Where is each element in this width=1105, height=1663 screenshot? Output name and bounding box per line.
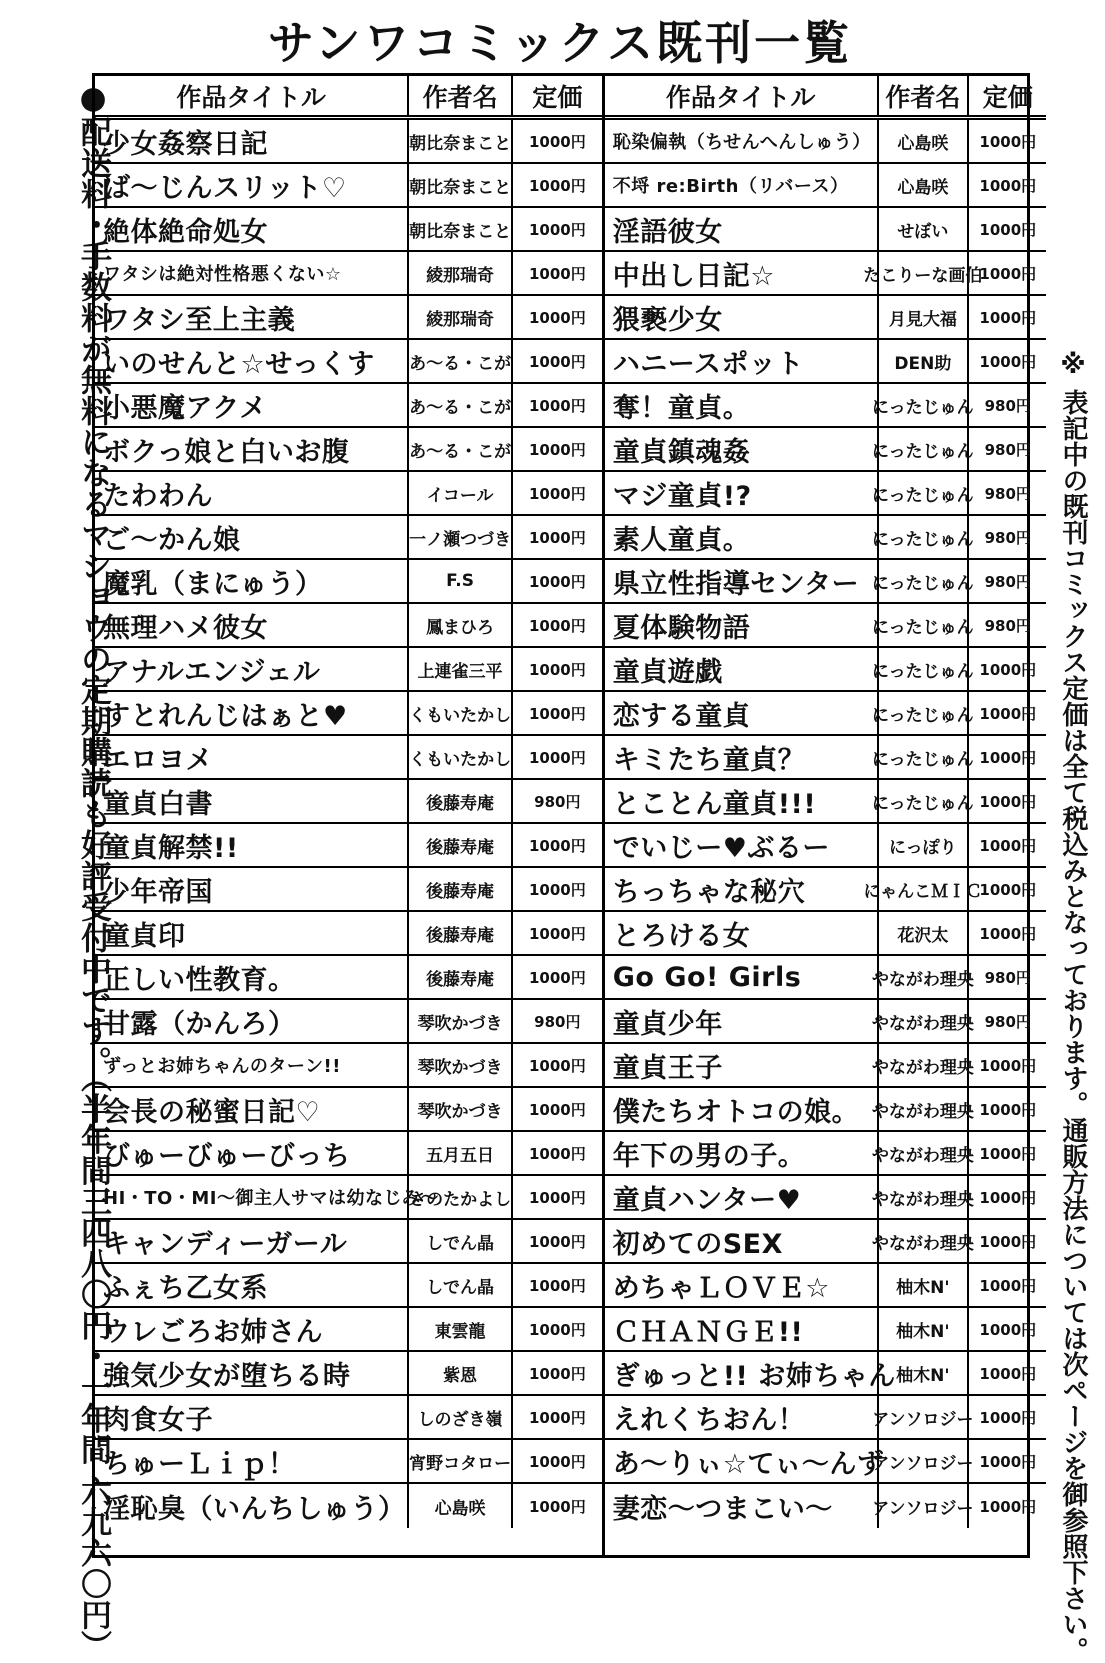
header-author: 作者名 [879,76,970,115]
comic-title: めちゃＬＯＶＥ☆ [605,1264,879,1306]
comic-title: とろける女 [605,912,879,954]
table-row [95,1440,602,1484]
comic-author: しのざき嶺 [409,1396,513,1438]
comic-price: 980円 [984,1012,1031,1031]
table-header [605,76,1047,120]
price-note: ※ 表記中の既刊コミックス定価は全て税込みとなっております。通販方法については次ページを御参照下さい。 [1058,350,1088,1663]
header-author: 作者名 [409,76,513,115]
comic-price: 1000円 [528,440,586,459]
table-row [605,1044,1047,1088]
comic-title: ご〜かん娘 [95,516,409,558]
table-row [95,252,602,296]
table-row [605,912,1047,956]
comic-title: 魔乳（まにゅう） [95,560,409,602]
comic-title: とことん童貞!!! [605,780,879,822]
comic-price: 1000円 [979,792,1037,811]
comic-author: 柚木N' [879,1264,970,1306]
comic-price: 1000円 [528,396,586,415]
comic-price: 1000円 [528,1364,586,1383]
comic-title: 小悪魔アクメ [95,384,409,426]
comic-price: 1000円 [528,132,586,151]
comic-author: 宵野コタロー [409,1440,513,1482]
comic-title: 少年帝国 [95,868,409,910]
table-row [605,1132,1047,1176]
comic-price: 1000円 [979,1408,1037,1427]
comic-title: すとれんじはぁと♥ [95,692,409,734]
comic-price: 1000円 [528,1232,586,1251]
comic-price: 1000円 [528,968,586,987]
comic-author: 朝比奈まこと [409,120,513,162]
comic-author: 花沢太 [879,912,970,954]
comic-author: にったじゅん [879,648,970,690]
table-row [95,1000,602,1044]
comic-price: 1000円 [979,132,1037,151]
table-row [605,384,1047,428]
comic-author: しでん晶 [409,1264,513,1306]
table-row [95,780,602,824]
comic-price: 980円 [984,440,1031,459]
table-row [605,1176,1047,1220]
comic-price: 1000円 [528,1497,586,1516]
comic-title: 素人童貞。 [605,516,879,558]
table-row [605,164,1047,208]
comic-author: にったじゅん [879,472,970,514]
comic-author: 柚木N' [879,1352,970,1394]
table-row [95,868,602,912]
table-row [605,692,1047,736]
comic-title: えれくちおん！ [605,1396,879,1438]
table-row [95,1352,602,1396]
comic-author: やながわ理央 [879,1132,970,1174]
comic-title: あ〜りぃ☆てぃ〜んず [605,1440,879,1482]
comic-title: ボクっ娘と白いお腹 [95,428,409,470]
comic-author: 琴吹かづき [409,1044,513,1086]
table-row [605,208,1047,252]
comic-title: ふぇち乙女系 [95,1264,409,1306]
comic-title: 正しい性教育。 [95,956,409,998]
comic-price: 1000円 [979,704,1037,723]
table-row [95,692,602,736]
comic-price: 1000円 [979,1100,1037,1119]
table-row [95,472,602,516]
comic-title: びゅーびゅーびっち [95,1132,409,1174]
table-row [95,1264,602,1308]
comic-title: いのせんと☆せっくす [95,340,409,382]
table-row [95,516,602,560]
table-row [605,560,1047,604]
comic-author: にったじゅん [879,516,970,558]
comic-title: 強気少女が堕ちる時 [95,1352,409,1394]
comic-author: 月見大福 [879,296,970,338]
table-left-half [95,76,605,1555]
comic-author: 朝比奈まこと [409,208,513,250]
comic-author: にっぽり [879,824,970,866]
comic-title: 童貞印 [95,912,409,954]
header-price: 定価 [982,82,1033,112]
table-row [605,120,1047,164]
comic-title: 県立性指導センター [605,560,879,602]
comic-author: 心島咲 [879,164,970,206]
table-row [605,736,1047,780]
comic-author: DEN助 [879,340,970,382]
comic-author: やながわ理央 [879,1000,970,1042]
comic-price: 1000円 [528,660,586,679]
comic-author: アンソロジー [879,1396,970,1438]
comic-author: 琴吹かづき [409,1088,513,1130]
table-row [95,1220,602,1264]
table-row [95,648,602,692]
comic-price: 980円 [534,792,581,811]
table-row [605,1484,1047,1528]
comic-author: くもいたかし [409,692,513,734]
comic-author: 綾那瑞奇 [409,252,513,294]
comic-price: 1000円 [979,1232,1037,1251]
comic-price: 1000円 [979,352,1037,371]
comic-price: 1000円 [528,704,586,723]
comic-price: 980円 [984,484,1031,503]
comic-price: 1000円 [528,748,586,767]
comic-price: 1000円 [979,1144,1037,1163]
table-row [605,1308,1047,1352]
comic-price: 1000円 [528,1056,586,1075]
table-row [95,208,602,252]
comic-author: しでん晶 [409,1220,513,1262]
table-right-half [605,76,1047,1555]
comic-price: 1000円 [979,1056,1037,1075]
comic-author: やながわ理央 [879,1220,970,1262]
comic-title: 僕たちオトコの娘。 [605,1088,879,1130]
comic-author: にったじゅん [879,780,970,822]
comic-title: エロヨメ [95,736,409,778]
comic-author: 上連雀三平 [409,648,513,690]
table-row [605,824,1047,868]
comic-price: 1000円 [979,1276,1037,1295]
comic-title: 童貞白書 [95,780,409,822]
comic-author: 心島咲 [409,1484,513,1528]
table-row [95,1484,602,1528]
comic-title: ハニースポット [605,340,879,382]
comic-author: やながわ理央 [879,1044,970,1086]
comic-title: 童貞鎮魂姦 [605,428,879,470]
table-row [605,780,1047,824]
comic-title: HI・TO・MI〜御主人サマは幼なじみ〜 [95,1176,409,1218]
comic-author: せぼい [879,208,970,250]
table-row [95,1132,602,1176]
comic-price: 1000円 [528,308,586,327]
comic-price: 980円 [984,616,1031,635]
table-header [95,76,602,120]
comic-title: ウレごろお姉さん [95,1308,409,1350]
comic-price: 1000円 [528,1452,586,1471]
subscription-note: ●配送料・手数料が無料になるマショウの定期購読も好評受付中です。（半年間三四八〇円・一年間 六九六〇円） [75,80,111,1662]
comic-author: 朝比奈まこと [409,164,513,206]
comic-author: にゃんこＭＩＣ [879,868,970,910]
table-row [605,1220,1047,1264]
comic-author: 後藤寿庵 [409,780,513,822]
comic-price: 1000円 [528,1188,586,1207]
comic-author: アンソロジー [879,1484,970,1528]
comic-price: 1000円 [528,1408,586,1427]
comic-price: 1000円 [528,1144,586,1163]
header-title: 作品タイトル [95,76,409,115]
table-row [95,1044,602,1088]
table-row [95,560,602,604]
table-row [605,604,1047,648]
table-row [605,956,1047,1000]
comic-price: 1000円 [528,880,586,899]
comic-title: 会長の秘蜜日記♡ [95,1088,409,1130]
comic-author: あ〜る・こが [409,384,513,426]
table-row [95,1088,602,1132]
comic-price: 1000円 [528,528,586,547]
comic-author: やながわ理央 [879,956,970,998]
comic-title: たわわん [95,472,409,514]
table-row [95,956,602,1000]
comic-title: 猥褻少女 [605,296,879,338]
table-row [605,472,1047,516]
comic-author: 東雲龍 [409,1308,513,1350]
comic-price: 1000円 [528,220,586,239]
comic-title: 不埒 re:Birth（リバース） [605,164,879,206]
comic-title: 童貞王子 [605,1044,879,1086]
comic-title: 童貞ハンター♥ [605,1176,879,1218]
comic-author: イコール [409,472,513,514]
comic-title: ぎゅっと!! お姉ちゃん [605,1352,879,1394]
comic-title: ワタシ至上主義 [95,296,409,338]
comic-price: 1000円 [979,1320,1037,1339]
comic-title: 童貞解禁!! [95,824,409,866]
comic-title: 夏体験物語 [605,604,879,646]
comic-title: ちっちゃな秘穴 [605,868,879,910]
comic-title: 童貞遊戯 [605,648,879,690]
comic-author: にったじゅん [879,384,970,426]
comic-price: 1000円 [528,1100,586,1119]
comic-title: ＣＨＡＮＧＥ!! [605,1308,879,1350]
comic-title: 恥染偏執（ちせんへんしゅう） [605,120,879,162]
comic-author: あ〜る・こが [409,428,513,470]
comic-title: ちゅーＬｉｐ！ [95,1440,409,1482]
comic-author: あ〜る・こが [409,340,513,382]
comic-price: 1000円 [979,220,1037,239]
comic-author: 琴吹かづき [409,1000,513,1042]
comic-title: 妻恋〜つまこい〜 [605,1484,879,1528]
comic-price: 1000円 [979,264,1037,283]
table-row [605,1352,1047,1396]
comic-price: 980円 [984,572,1031,591]
comic-author: 後藤寿庵 [409,912,513,954]
comic-author: やながわ理央 [879,1088,970,1130]
table-row [605,868,1047,912]
comic-title: でいじー♥ぶるー [605,824,879,866]
comic-author: やながわ理央 [879,1176,970,1218]
comic-title: 奪！童貞。 [605,384,879,426]
table-row [95,736,602,780]
comic-title: 少女姦察日記 [95,120,409,162]
comic-price: 1000円 [979,1188,1037,1207]
comic-title: キャンディーガール [95,1220,409,1262]
comic-price: 1000円 [528,176,586,195]
comic-title: Go Go! Girls [605,956,879,998]
comic-title: ずっとお姉ちゃんのターン!! [95,1044,409,1086]
comic-author: アンソロジー [879,1440,970,1482]
table-row [95,824,602,868]
comic-author: 鳳まひろ [409,604,513,646]
table-row [95,340,602,384]
table-row [605,252,1047,296]
comic-author: 紫恩 [409,1352,513,1394]
table-row [95,1308,602,1352]
comic-author: 一ノ瀬つづき [409,516,513,558]
table-row [95,120,602,164]
comic-price: 1000円 [979,660,1037,679]
table-row [605,516,1047,560]
table-row [605,1000,1047,1044]
table-row [605,428,1047,472]
page-title: サンワコミックス既刊一覧 [267,16,853,70]
comic-title: 甘露（かんろ） [95,1000,409,1042]
comic-price: 1000円 [528,264,586,283]
comic-price: 1000円 [979,1364,1037,1383]
comic-price: 1000円 [979,1497,1037,1516]
comic-author: 後藤寿庵 [409,824,513,866]
comic-author: 心島咲 [879,120,970,162]
comic-price: 980円 [984,396,1031,415]
comic-price: 980円 [984,968,1031,987]
table-row [95,164,602,208]
comic-price: 1000円 [979,1452,1037,1471]
comic-title: 絶体絶命処女 [95,208,409,250]
comic-price: 1000円 [979,880,1037,899]
table-row [95,1176,602,1220]
comic-title: 中出し日記☆ [605,252,879,294]
comic-author: F.S [409,560,513,602]
comic-price: 1000円 [979,836,1037,855]
comic-author: さのたかよし [409,1176,513,1218]
comic-price: 1000円 [979,924,1037,943]
table-row [95,428,602,472]
comic-title: 淫語彼女 [605,208,879,250]
comic-author: 後藤寿庵 [409,956,513,998]
comic-price: 1000円 [528,924,586,943]
table-row [95,912,602,956]
table-row [605,1264,1047,1308]
comic-author: 後藤寿庵 [409,868,513,910]
comic-price: 1000円 [979,308,1037,327]
table-row [605,1396,1047,1440]
table-row [605,1440,1047,1484]
comic-price: 1000円 [528,484,586,503]
comic-title: 淫恥臭（いんちしゅう） [95,1484,409,1528]
comic-author: 五月五日 [409,1132,513,1174]
header-title: 作品タイトル [605,76,879,115]
comic-price: 1000円 [528,836,586,855]
comic-price: 1000円 [528,572,586,591]
table-row [605,340,1047,384]
comic-price: 1000円 [979,748,1037,767]
comic-price: 980円 [984,528,1031,547]
comic-title: 年下の男の子。 [605,1132,879,1174]
comic-author: たこりーな画伯 [879,252,970,294]
comic-title: アナルエンジェル [95,648,409,690]
table-row [605,648,1047,692]
comic-price: 1000円 [528,352,586,371]
comic-price: 1000円 [528,1320,586,1339]
comic-price: 1000円 [528,616,586,635]
comic-author: にったじゅん [879,604,970,646]
comic-author: 綾那瑞奇 [409,296,513,338]
comic-author: くもいたかし [409,736,513,778]
comic-title: 無理ハメ彼女 [95,604,409,646]
table-row [95,296,602,340]
table-row [95,604,602,648]
comic-author: にったじゅん [879,692,970,734]
comic-title: マジ童貞!? [605,472,879,514]
comic-author: にったじゅん [879,560,970,602]
comic-price: 1000円 [979,176,1037,195]
table-row [605,1088,1047,1132]
table-row [95,384,602,428]
comic-title: 童貞少年 [605,1000,879,1042]
header-price: 定価 [532,82,583,112]
comic-title: 恋する童貞 [605,692,879,734]
table-row [605,296,1047,340]
comic-title: 初めてのSEX [605,1220,879,1262]
comic-title: 肉食女子 [95,1396,409,1438]
comics-list-table [92,73,1037,1558]
comic-title: ワタシは絶対性格悪くない☆ [95,252,409,294]
comic-author: にったじゅん [879,736,970,778]
table-row [95,1396,602,1440]
comic-title: キミたち童貞？ [605,736,879,778]
comic-author: 柚木N' [879,1308,970,1350]
comic-title: ば〜じんスリット♡ [95,164,409,206]
comic-author: にったじゅん [879,428,970,470]
comic-price: 1000円 [528,1276,586,1295]
comic-price: 980円 [534,1012,581,1031]
